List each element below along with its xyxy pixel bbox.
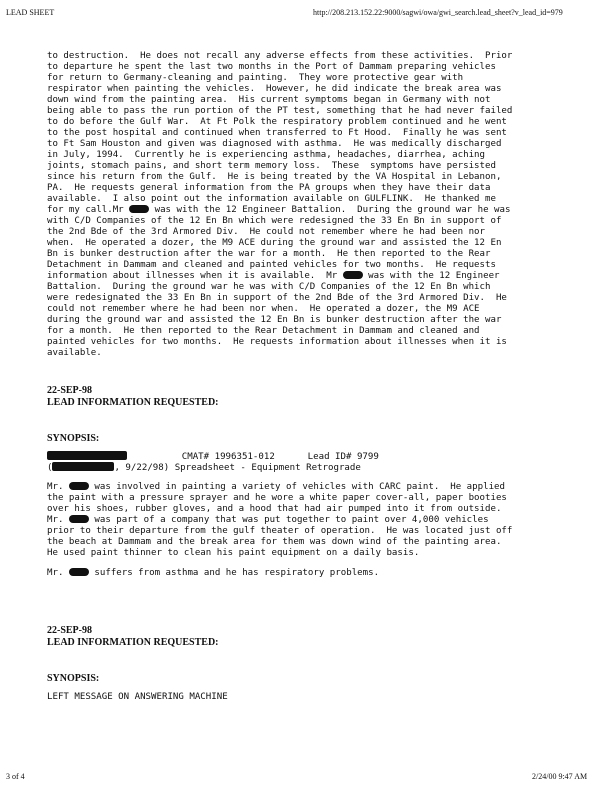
synopsis-line [47, 515, 489, 526]
narrative-text: was with the 12 Engineer [362, 271, 500, 281]
synopsis-text: was involved in painting a variety of vehicles with CARC paint. He applied [88, 482, 505, 492]
narrative-line: for a month. He then reported to the Rear Detachment in Dammam and cleaned and [47, 326, 480, 336]
narrative-line [47, 205, 510, 216]
synopsis-label: SYNOPSIS: [47, 673, 100, 684]
narrative-line: PA. He requests general information from the PA groups when they have their data [47, 183, 491, 193]
narrative-line: during the ground war and assisted the 12 En Bn is bunker destruction after the war [47, 315, 502, 325]
narrative-line: to do before the Gulf War. At Ft Polk the respiratory problem continued and he went [47, 117, 507, 127]
redaction-mark [47, 451, 127, 460]
narrative-line: when. He operated a dozer, the M9 ACE during the ground war and assisted the 12 En [47, 238, 502, 248]
synopsis-line: the beach at Dammam and the break area for them was down wind of the painting area. [47, 537, 502, 547]
synopsis-label: SYNOPSIS: [47, 433, 100, 444]
narrative-line: to the post hospital and continued when transferred to Ft Hood. Finally he was sent [47, 128, 507, 138]
narrative-line: being able to pass the run portion of the PT test, something that he had never failed [47, 106, 513, 116]
narrative-line: joints, stomach pains, and short term memory loss. These symptoms have persisted [47, 161, 496, 171]
narrative-line: the 2nd Bde of the 3rd Armored Div. He could not remember where he had been nor [47, 227, 485, 237]
redaction-mark [52, 462, 114, 471]
cmat-text: CMAT# 1996351-012 Lead ID# 9799 [181, 452, 379, 462]
redaction-mark [343, 271, 363, 279]
narrative-text: was with the 12 Engineer Battalion. During the ground war he was [149, 205, 511, 215]
narrative-line: to Ft Sam Houston and given was diagnosed with asthma. He was medically discharged [47, 139, 502, 149]
narrative-line: Battalion. During the ground war he was with C/D Companies of the 12 En Bn which [47, 282, 491, 292]
narrative-line: available. [47, 348, 102, 358]
synopsis-line: LEFT MESSAGE ON ANSWERING MACHINE [47, 692, 228, 702]
synopsis-text: suffers from asthma and he has respiratory problems. [88, 568, 380, 578]
redaction-mark [69, 568, 89, 576]
header-url: http://208.213.152.22:9000/sagwi/owa/gwi_search.lead_sheet?v_lead_id=979 [313, 8, 563, 17]
synopsis-line: over his shoes, rubber gloves, and a hood that had air pumped into it from outside. [47, 504, 502, 514]
print-timestamp: 2/24/00 9:47 AM [532, 772, 588, 781]
narrative-line: respirator when painting the vehicles. However, he did indicate the break area was [47, 84, 502, 94]
narrative-line: to destruction. He does not recall any adverse effects from these activities. Prior [47, 51, 513, 61]
redaction-mark [129, 205, 149, 213]
header-title: LEAD SHEET [6, 8, 55, 17]
entry-date: 22-SEP-98 [47, 385, 92, 396]
synopsis-line [47, 568, 379, 579]
source-line [47, 462, 361, 474]
narrative-line: painted vehicles for two months. He requests information about illnesses when it is [47, 337, 507, 347]
narrative-line: since his return from the Gulf. He is being treated by the VA Hospital in Lebanon, [47, 172, 502, 182]
source-text: , 9/22/98) Spreadsheet - Equipment Retrograde [114, 463, 361, 473]
section-heading: LEAD INFORMATION REQUESTED: [47, 637, 219, 648]
synopsis-line: the paint with a pressure sprayer and he wore a white paper cover-all, paper booties [47, 493, 507, 503]
narrative-line: were redesignated the 33 En Bn in support of the 2nd Bde of the 3rd Armored Div. He [47, 293, 507, 303]
narrative-line: in July, 1994. Currently he is experiencing asthma, headaches, diarrhea, aching [47, 150, 485, 160]
redaction-mark [69, 482, 89, 490]
narrative-line: Detachment in Dammam and cleaned and painted vehicles for two months. He requests [47, 260, 496, 270]
narrative-line: to departure he spent the last two months in the Port of Dammam preparing vehicles [47, 62, 496, 72]
narrative-line: Bn is bunker destruction after the war for a month. He then reported to the Rear [47, 249, 491, 259]
section-heading: LEAD INFORMATION REQUESTED: [47, 397, 219, 408]
narrative-line: for return to Germany-cleaning and painting. They wore protective gear with [47, 73, 464, 83]
narrative-line: down wind from the painting area. His current symptoms began in Germany with not [47, 95, 491, 105]
mr-prefix: Mr. [47, 515, 69, 525]
synopsis-line: He used paint thinner to clean his paint equipment on a daily basis. [47, 548, 420, 558]
source-text: ( [47, 463, 53, 473]
mr-prefix: Mr. [47, 482, 69, 492]
synopsis-text: was part of a company that was put together to paint over 4,000 vehicles [88, 515, 489, 525]
redaction-mark [69, 515, 89, 523]
mr-prefix: Mr. [47, 568, 69, 578]
narrative-line [47, 271, 500, 282]
narrative-line: available. I also point out the information available on GULFLINK. He thanked me [47, 194, 496, 204]
narrative-text: information about illnesses when it is available. Mr [47, 271, 343, 281]
narrative-text: for my call.Mr [47, 205, 130, 215]
entry-date: 22-SEP-98 [47, 625, 92, 636]
narrative-line: could not remember where he had been nor when. He operated a dozer, the M9 ACE [47, 304, 480, 314]
synopsis-line [47, 482, 505, 493]
synopsis-line: prior to their departure from the gulf theater of operation. He was located just off [47, 526, 513, 536]
page-number: 3 of 4 [6, 772, 25, 781]
narrative-line: with C/D Companies of the 12 En Bn which were redesigned the 33 En Bn in support of [47, 216, 502, 226]
